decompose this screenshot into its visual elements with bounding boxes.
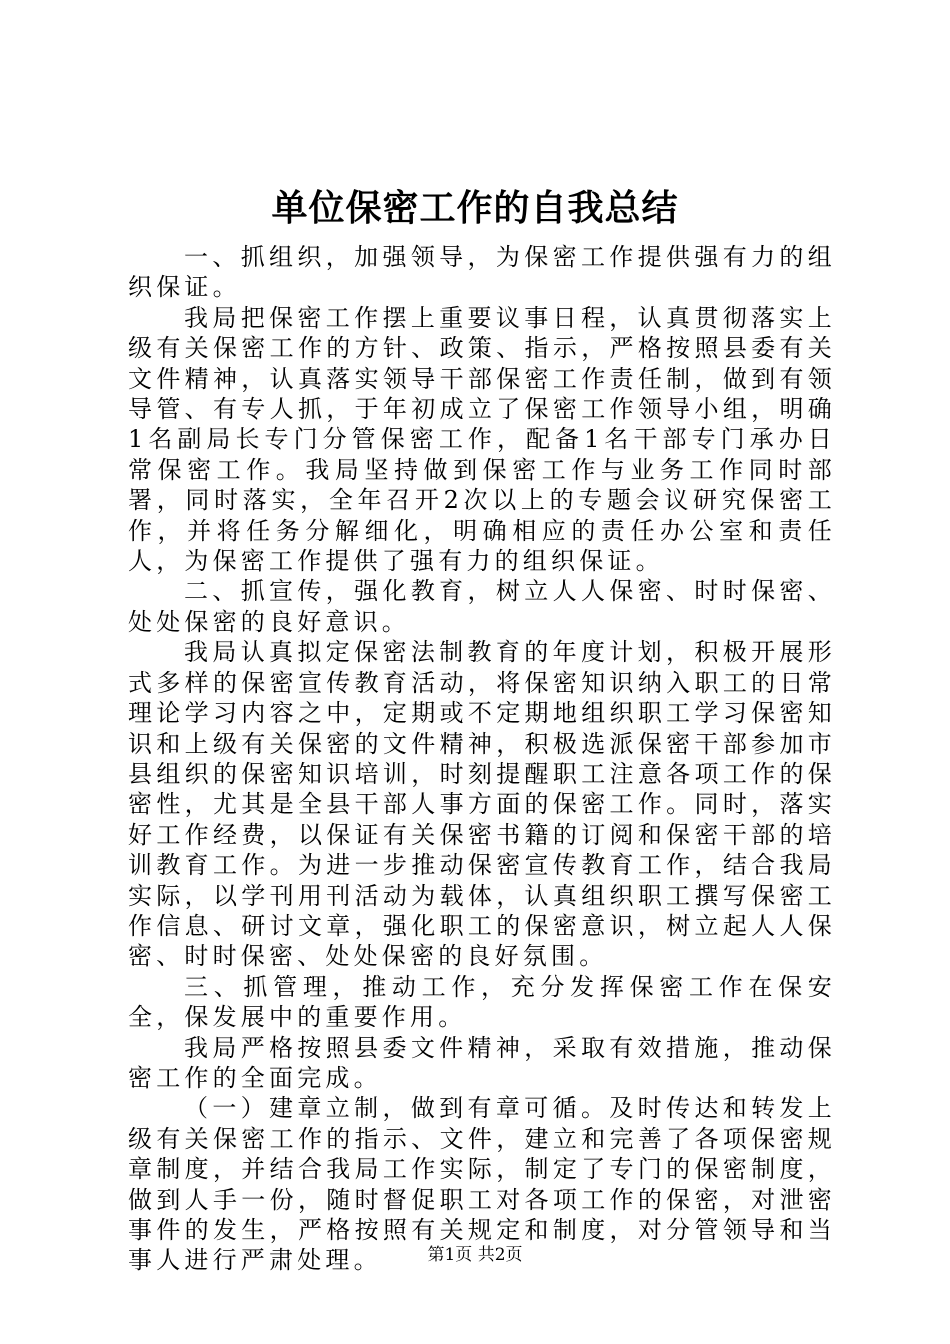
paragraph-section-2-body: 我局认真拟定保密法制教育的年度计划，积极开展形式多样的保密宣传教育活动，将保密知识纳入职工的日常理论学习内容之中，定期或不定期地组织职工学习保密知识和上级有关保密的文件精神，积极选派保密干部参加市县组织的保密知识培训，时刻提醒职工注意各项工作的保密性，尤其是全县干部人事方面的保密工作。同时，落实好工作经费，以保证有关保密书籍的订阅和保密干部的培训教育工作。为进一步推动保密宣传教育工作，结合我局实际，以学刊用刊活动为载体，认真组织职工撰写保密工作信息、研讨文章，强化职工的保密意识，树立起人人保密、时时保密、处处保密的良好氛围。 — [128, 638, 836, 971]
document-title: 单位保密工作的自我总结 — [271, 187, 679, 229]
paragraph-section-3-heading: 三、抓管理，推动工作，充分发挥保密工作在保安全，保发展中的重要作用。 — [128, 972, 836, 1032]
paragraph-section-1-heading: 一、抓组织，加强领导，为保密工作提供强有力的组织保证。 — [128, 243, 836, 302]
page-number: 第1页 共2页 — [427, 1245, 523, 1265]
paragraph-section-3-body: 我局严格按照县委文件精神，采取有效措施，推动保密工作的全面完成。 — [128, 1033, 836, 1092]
paragraph-section-2-heading: 二、抓宣传，强化教育，树立人人保密、时时保密、处处保密的良好意识。 — [128, 577, 836, 636]
document-body — [128, 242, 836, 1276]
paragraph-section-1-body: 我局把保密工作摆上重要议事日程，认真贯彻落实上级有关保密工作的方针、政策、指示，严格按照县委有关文件精神，认真落实领导干部保密工作责任制，做到有领导管、有专人抓，于年初成立了保密工作领导小组，明确1名副局长专门分管保密工作，配备1名干部专门承办日常保密工作。我局坚持做到保密工作与业务工作同时部署，同时落实，全年召开2次以上的专题会议研究保密工作，并将任务分解细化，明确相应的责任办公室和责任人，为保密工作提供了强有力的组织保证。 — [128, 303, 836, 576]
paragraph-subsection-1: （一）建章立制，做到有章可循。及时传达和转发上级有关保密工作的指示、文件，建立和完善了各项保密规章制度，并结合我局工作实际，制定了专门的保密制度，做到人手一份，随时督促职工对各项工作的保密，对泄密事件的发生，严格按照有关规定和制度，对分管领导和当事人进行严肃处理。 — [128, 1094, 836, 1275]
